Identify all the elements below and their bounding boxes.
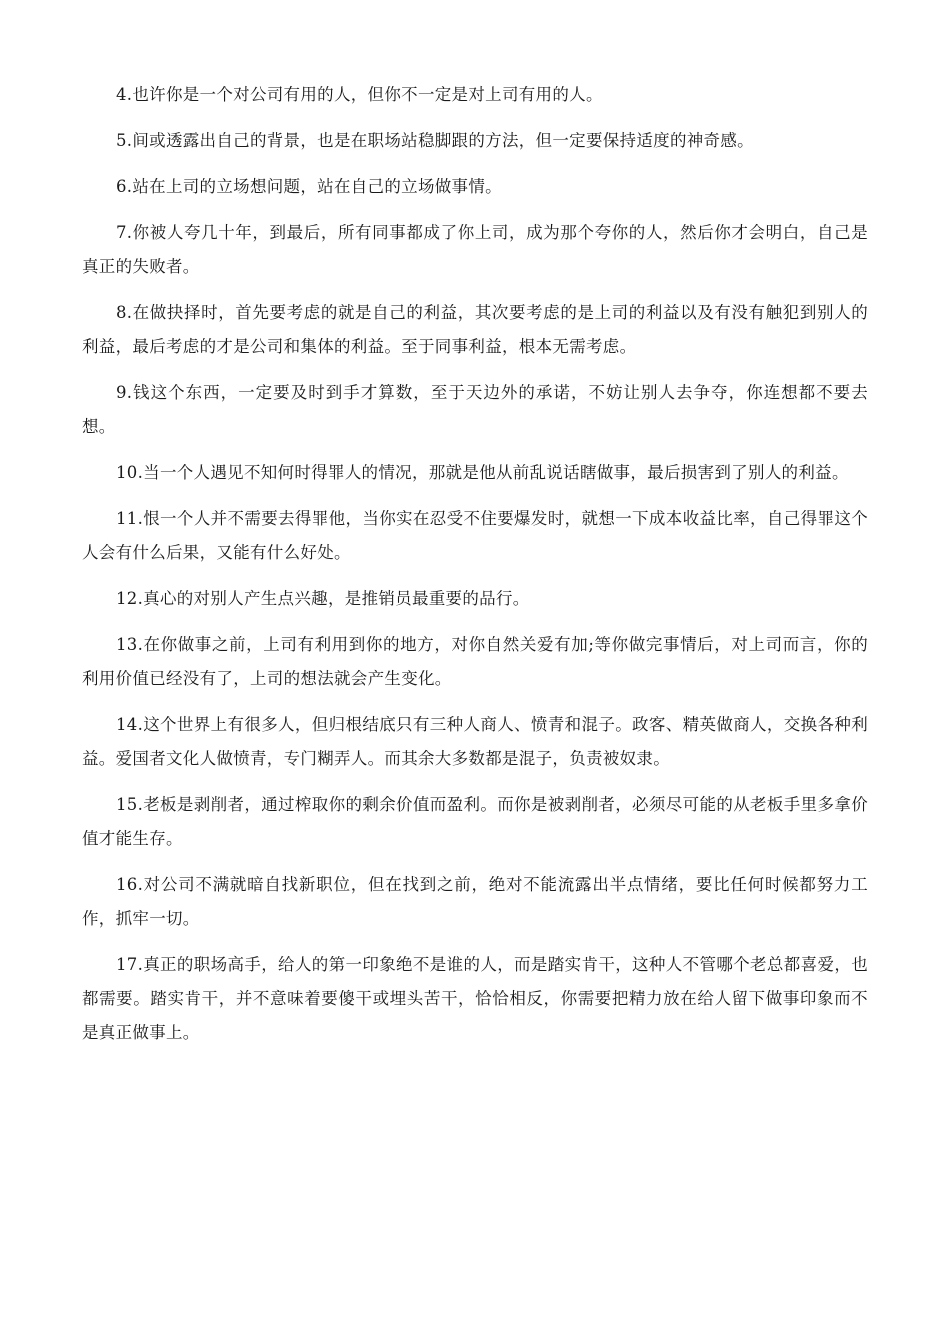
paragraph-14: 14.这个世界上有很多人，但归根结底只有三种人商人、愤青和混子。政客、精英做商人，交换各种利益。爱国者文化人做愤青，专门糊弄人。而其余大多数都是混子，负责被奴隶。 bbox=[82, 715, 868, 768]
paragraph-13: 13.在你做事之前，上司有利用到你的地方，对你自然关爱有加;等你做完事情后，对上司而言，你的利用价值已经没有了，上司的想法就会产生变化。 bbox=[82, 635, 868, 688]
paragraph-10: 10.当一个人遇见不知何时得罪人的情况，那就是他从前乱说话瞎做事，最后损害到了别人的利益。 bbox=[116, 463, 849, 482]
paragraph-8: 8.在做抉择时，首先要考虑的就是自己的利益，其次要考虑的是上司的利益以及有没有触犯到别人的利益，最后考虑的才是公司和集体的利益。至于同事利益，根本无需考虑。 bbox=[82, 303, 868, 356]
paragraph-6: 6.站在上司的立场想问题，站在自己的立场做事情。 bbox=[116, 177, 502, 196]
paragraph-17: 17.真正的职场高手，给人的第一印象绝不是谁的人，而是踏实肯干，这种人不管哪个老总都喜爱，也都需要。踏实肯干，并不意味着要傻干或埋头苦干，恰恰相反，你需要把精力放在给人留下做事印象而不是真正做事上。 bbox=[82, 955, 868, 1042]
paragraph-4: 4.也许你是一个对公司有用的人，但你不一定是对上司有用的人。 bbox=[116, 85, 603, 104]
paragraph-11: 11.恨一个人并不需要去得罪他，当你实在忍受不住要爆发时，就想一下成本收益比率，自己得罪这个人会有什么后果，又能有什么好处。 bbox=[82, 509, 868, 562]
paragraph-5: 5.间或透露出自己的背景，也是在职场站稳脚跟的方法，但一定要保持适度的神奇感。 bbox=[116, 131, 754, 150]
paragraph-7: 7.你被人夸几十年，到最后，所有同事都成了你上司，成为那个夸你的人，然后你才会明白，自己是真正的失败者。 bbox=[82, 223, 868, 276]
paragraph-12: 12.真心的对别人产生点兴趣，是推销员最重要的品行。 bbox=[116, 589, 530, 608]
paragraph-15: 15.老板是剥削者，通过榨取你的剩余价值而盈利。而你是被剥削者，必须尽可能的从老板手里多拿价值才能生存。 bbox=[82, 795, 868, 848]
paragraph-9: 9.钱这个东西，一定要及时到手才算数，至于天边外的承诺，不妨让别人去争夺，你连想都不要去想。 bbox=[82, 383, 868, 436]
document-body bbox=[82, 78, 868, 1062]
paragraph-16: 16.对公司不满就暗自找新职位，但在找到之前，绝对不能流露出半点情绪，要比任何时候都努力工作，抓牢一切。 bbox=[82, 875, 868, 928]
